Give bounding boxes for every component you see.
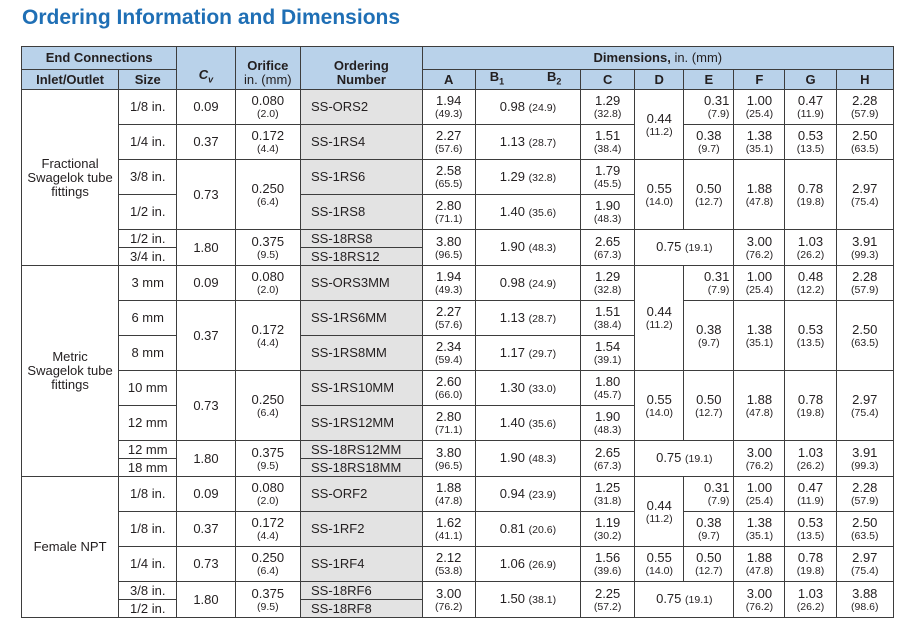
dim-b: 1.50 (38.1)	[475, 582, 580, 618]
size-cell: 18 mm	[119, 459, 177, 477]
dim-a: 3.80 (96.5)	[422, 230, 475, 266]
dim-h: 3.91 (99.3)	[836, 441, 893, 477]
size-cell: 3/8 in.	[119, 582, 177, 600]
group-female-npt: Female NPT	[22, 477, 119, 618]
dim-f: 1.38 (35.1)	[734, 125, 785, 160]
dim-f: 1.88 (47.8)	[734, 371, 785, 441]
dim-c: 1.79 (45.5)	[581, 160, 635, 195]
dim-h: 2.28 (57.9)	[836, 90, 893, 125]
dim-h: 2.97 (75.4)	[836, 547, 893, 582]
size-cell: 1/8 in.	[119, 512, 177, 547]
dim-g: 0.53 (13.5)	[785, 125, 836, 160]
dim-a: 2.12 (53.8)	[422, 547, 475, 582]
cv-cell: 0.37	[177, 125, 235, 160]
dim-a: 1.94 (49.3)	[422, 90, 475, 125]
size-cell: 1/2 in.	[119, 195, 177, 230]
dim-c: 1.19 (30.2)	[581, 512, 635, 547]
dim-f: 1.88 (47.8)	[734, 547, 785, 582]
dim-a: 3.00 (76.2)	[422, 582, 475, 618]
cv-cell: 0.37	[177, 301, 235, 371]
ordering-number: SS-1RS8MM	[301, 336, 423, 371]
dim-f: 1.00 (25.4)	[734, 90, 785, 125]
ordering-number: SS-ORS3MM	[301, 266, 423, 301]
dim-g: 0.47 (11.9)	[785, 90, 836, 125]
ordering-number: SS-1RS8	[301, 195, 423, 230]
table-row	[22, 160, 894, 195]
ordering-number: SS-1RS10MM	[301, 371, 423, 406]
inlet-outlet-header: Inlet/Outlet	[22, 70, 119, 90]
table-row	[22, 441, 894, 459]
table-row	[22, 512, 894, 547]
cv-cell: 0.09	[177, 266, 235, 301]
dim-a: 3.80 (96.5)	[422, 441, 475, 477]
cv-cell: 0.09	[177, 90, 235, 125]
dim-e: 0.31 (7.9)	[684, 266, 734, 301]
dim-f: 1.38 (35.1)	[734, 301, 785, 371]
size-cell: 3 mm	[119, 266, 177, 301]
dim-d: 0.55 (14.0)	[635, 371, 684, 441]
dim-g: 0.48 (12.2)	[785, 266, 836, 301]
dim-b: 0.98 (24.9)	[475, 90, 580, 125]
dimensions-header: Dimensions, in. (mm)	[422, 47, 893, 70]
end-connections-header: End Connections	[22, 47, 177, 70]
dim-c: 1.25 (31.8)	[581, 477, 635, 512]
orifice-cell: 0.250 (6.4)	[235, 371, 300, 441]
dim-d: 0.44 (11.2)	[635, 90, 684, 160]
col-f-header: F	[734, 70, 785, 90]
dim-g: 0.78 (19.8)	[785, 547, 836, 582]
dim-e: 0.50 (12.7)	[684, 160, 734, 230]
ordering-number: SS-1RS12MM	[301, 406, 423, 441]
dim-c: 2.65 (67.3)	[581, 441, 635, 477]
dim-b: 1.29 (32.8)	[475, 160, 580, 195]
dim-a: 2.27 (57.6)	[422, 301, 475, 336]
dim-h: 3.91 (99.3)	[836, 230, 893, 266]
cv-cell: 0.73	[177, 160, 235, 230]
dim-g: 1.03 (26.2)	[785, 230, 836, 266]
table-row	[22, 547, 894, 582]
table-row	[22, 301, 894, 336]
dim-g: 0.78 (19.8)	[785, 371, 836, 441]
dim-f: 1.00 (25.4)	[734, 477, 785, 512]
dim-b: 1.30 (33.0)	[475, 371, 580, 406]
dim-c: 1.51 (38.4)	[581, 125, 635, 160]
ordering-number: SS-1RS6MM	[301, 301, 423, 336]
dim-h: 2.50 (63.5)	[836, 301, 893, 371]
orifice-header: Orifice in. (mm)	[235, 47, 300, 90]
size-cell: 12 mm	[119, 441, 177, 459]
dim-b: 1.06 (26.9)	[475, 547, 580, 582]
table-row	[22, 90, 894, 125]
dim-e: 0.31 (7.9)	[684, 477, 734, 512]
dim-d: 0.55 (14.0)	[635, 160, 684, 230]
dim-a: 1.94 (49.3)	[422, 266, 475, 301]
cv-cell: 0.09	[177, 477, 235, 512]
dim-f: 3.00 (76.2)	[734, 441, 785, 477]
orifice-cell: 0.080 (2.0)	[235, 477, 300, 512]
ordering-table	[21, 46, 894, 618]
size-cell: 8 mm	[119, 336, 177, 371]
size-cell: 1/2 in.	[119, 600, 177, 618]
dim-a: 1.62 (41.1)	[422, 512, 475, 547]
dim-h: 3.88 (98.6)	[836, 582, 893, 618]
dim-b: 1.90 (48.3)	[475, 441, 580, 477]
dim-b: 0.94 (23.9)	[475, 477, 580, 512]
ordering-number: SS-18RF6	[301, 582, 423, 600]
dim-h: 2.50 (63.5)	[836, 512, 893, 547]
dim-d: 0.55 (14.0)	[635, 547, 684, 582]
dim-a: 2.34 (59.4)	[422, 336, 475, 371]
group-metric: Metric Swagelok tube fittings	[22, 266, 119, 477]
dim-e: 0.38 (9.7)	[684, 301, 734, 371]
dim-e: 0.50 (12.7)	[684, 371, 734, 441]
dim-h: 2.97 (75.4)	[836, 371, 893, 441]
group-fractional: Fractional Swagelok tube fittings	[22, 90, 119, 266]
col-e-header: E	[684, 70, 734, 90]
cv-cell: 0.73	[177, 371, 235, 441]
ordering-number-header: Ordering Number	[301, 47, 423, 90]
dim-b: 1.90 (48.3)	[475, 230, 580, 266]
ordering-number: SS-ORF2	[301, 477, 423, 512]
size-cell: 1/8 in.	[119, 477, 177, 512]
dim-c: 2.65 (67.3)	[581, 230, 635, 266]
ordering-number: SS-18RS18MM	[301, 459, 423, 477]
orifice-cell: 0.172 (4.4)	[235, 512, 300, 547]
size-cell: 6 mm	[119, 301, 177, 336]
dim-de: 0.75 (19.1)	[635, 582, 734, 618]
dim-h: 2.50 (63.5)	[836, 125, 893, 160]
table-row	[22, 230, 894, 248]
dim-de: 0.75 (19.1)	[635, 441, 734, 477]
dim-g: 1.03 (26.2)	[785, 582, 836, 618]
col-b2-header: $B_2$	[528, 70, 580, 90]
ordering-number: SS-18RS12	[301, 248, 423, 266]
cv-cell: 0.37	[177, 512, 235, 547]
dim-a: 2.60 (66.0)	[422, 371, 475, 406]
dim-g: 1.03 (26.2)	[785, 441, 836, 477]
table-row	[22, 125, 894, 160]
dim-b: 1.13 (28.7)	[475, 125, 580, 160]
orifice-cell: 0.250 (6.4)	[235, 160, 300, 230]
page-title: Ordering Information and Dimensions	[22, 6, 401, 29]
dim-f: 1.38 (35.1)	[734, 512, 785, 547]
dim-c: 1.51 (38.4)	[581, 301, 635, 336]
size-cell: 1/4 in.	[119, 547, 177, 582]
table-row	[22, 582, 894, 600]
dim-c: 1.29 (32.8)	[581, 90, 635, 125]
size-cell: 10 mm	[119, 371, 177, 406]
dim-c: 1.90 (48.3)	[581, 195, 635, 230]
dim-g: 0.78 (19.8)	[785, 160, 836, 230]
dim-b: 1.40 (35.6)	[475, 406, 580, 441]
dim-b: 1.13 (28.7)	[475, 301, 580, 336]
ordering-number: SS-1RS4	[301, 125, 423, 160]
cv-cell: 0.73	[177, 547, 235, 582]
orifice-cell: 0.375 (9.5)	[235, 582, 300, 618]
orifice-cell: 0.080 (2.0)	[235, 90, 300, 125]
table-row	[22, 371, 894, 406]
table-header	[22, 47, 894, 90]
size-cell: 3/8 in.	[119, 160, 177, 195]
dim-e: 0.31 (7.9)	[684, 90, 734, 125]
dim-f: 3.00 (76.2)	[734, 230, 785, 266]
cv-header: $C_v$	[177, 47, 235, 90]
dim-e: 0.50 (12.7)	[684, 547, 734, 582]
col-g-header: G	[785, 70, 836, 90]
ordering-number: SS-18RS12MM	[301, 441, 423, 459]
ordering-number: SS-1RF4	[301, 547, 423, 582]
dim-h: 2.97 (75.4)	[836, 160, 893, 230]
col-b1-header: $B_1$	[475, 70, 528, 90]
table-row	[22, 266, 894, 301]
dim-c: 1.90 (48.3)	[581, 406, 635, 441]
dim-b: 1.40 (35.6)	[475, 195, 580, 230]
size-cell: 12 mm	[119, 406, 177, 441]
orifice-cell: 0.250 (6.4)	[235, 547, 300, 582]
dim-a: 2.80 (71.1)	[422, 406, 475, 441]
orifice-cell: 0.375 (9.5)	[235, 230, 300, 266]
orifice-cell: 0.080 (2.0)	[235, 266, 300, 301]
orifice-cell: 0.172 (4.4)	[235, 125, 300, 160]
dim-d: 0.44 (11.2)	[635, 477, 684, 547]
dim-b: 0.98 (24.9)	[475, 266, 580, 301]
col-h-header: H	[836, 70, 893, 90]
dim-b: 0.81 (20.6)	[475, 512, 580, 547]
table-row	[22, 477, 894, 512]
col-a-header: A	[422, 70, 475, 90]
dim-g: 0.53 (13.5)	[785, 512, 836, 547]
size-cell: 1/8 in.	[119, 90, 177, 125]
size-cell: 1/2 in.	[119, 230, 177, 248]
size-cell: 1/4 in.	[119, 125, 177, 160]
dim-c: 1.80 (45.7)	[581, 371, 635, 406]
orifice-cell: 0.172 (4.4)	[235, 301, 300, 371]
dim-c: 1.29 (32.8)	[581, 266, 635, 301]
dim-g: 0.47 (11.9)	[785, 477, 836, 512]
dim-f: 1.88 (47.8)	[734, 160, 785, 230]
dim-c: 2.25 (57.2)	[581, 582, 635, 618]
dim-h: 2.28 (57.9)	[836, 266, 893, 301]
dim-h: 2.28 (57.9)	[836, 477, 893, 512]
dim-c: 1.56 (39.6)	[581, 547, 635, 582]
ordering-number: SS-18RS8	[301, 230, 423, 248]
dim-e: 0.38 (9.7)	[684, 125, 734, 160]
dim-a: 1.88 (47.8)	[422, 477, 475, 512]
dim-b: 1.17 (29.7)	[475, 336, 580, 371]
dim-g: 0.53 (13.5)	[785, 301, 836, 371]
col-c-header: C	[581, 70, 635, 90]
ordering-number: SS-1RF2	[301, 512, 423, 547]
dim-a: 2.58 (65.5)	[422, 160, 475, 195]
ordering-number: SS-18RF8	[301, 600, 423, 618]
size-header: Size	[119, 70, 177, 90]
dim-de: 0.75 (19.1)	[635, 230, 734, 266]
dim-c: 1.54 (39.1)	[581, 336, 635, 371]
dim-d: 0.44 (11.2)	[635, 266, 684, 371]
dim-a: 2.80 (71.1)	[422, 195, 475, 230]
dim-e: 0.38 (9.7)	[684, 512, 734, 547]
cv-cell: 1.80	[177, 441, 235, 477]
dim-f: 3.00 (76.2)	[734, 582, 785, 618]
col-d-header: D	[635, 70, 684, 90]
cv-cell: 1.80	[177, 230, 235, 266]
size-cell: 3/4 in.	[119, 248, 177, 266]
dim-f: 1.00 (25.4)	[734, 266, 785, 301]
ordering-number: SS-1RS6	[301, 160, 423, 195]
dim-a: 2.27 (57.6)	[422, 125, 475, 160]
orifice-cell: 0.375 (9.5)	[235, 441, 300, 477]
cv-cell: 1.80	[177, 582, 235, 618]
ordering-number: SS-ORS2	[301, 90, 423, 125]
